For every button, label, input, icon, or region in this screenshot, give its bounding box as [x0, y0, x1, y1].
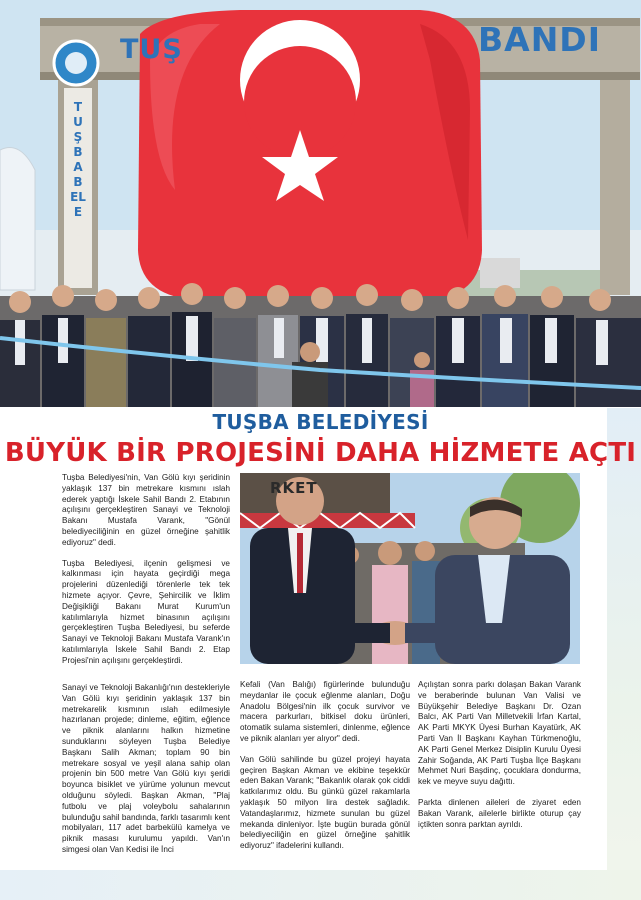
- article-paragraph: Tuşba Belediyesi'nin, Van Gölü kıyı şeridinin yaklaşık 137 bin metrekare kısmını ıslah ederek yaptığı İskele Sahil Bandı 2. Etabının açılışını gerçekleştiren Sanayi ve Teknoloji Bakanı Mustafa Varank, "Gönül belediyeciliğinin en güzel örneğine şahitlik ediyoruz" dedi.: [62, 473, 230, 547]
- pillar-sign: TUŞBA BELE: [70, 100, 86, 219]
- article-column-2: [240, 680, 410, 862]
- decorative-side-strip: [607, 408, 641, 900]
- arch-sign-left: TUŞ: [120, 34, 183, 65]
- article-paragraph: Açılıştan sonra parkı dolaşan Bakan Varank ve beraberinde bulunan Van Valisi ve Büyükşehir Belediye Başkanı Dr. Ozan Balcı, AK Parti Van Milletvekili İrfan Kartal, AK Parti MKYK Üyesi Burhan Kayatürk, AK Parti Van İl Başkanı Kayhan Türkmenoğlu, AK Parti Genel Merkez Disiplin Kurulu Üyesi Zahir Soğanda, AK Parti Tuşba İlçe Başkanı Mehmet Nuri Başdinç, çocuklara dondurma, kek ve meyve suyu dağıttı.: [418, 680, 581, 787]
- hero-photo: [0, 0, 641, 407]
- article-paragraph: Parkta dinlenen aileleri de ziyaret eden Bakan Varank, ailelerle birlikte oturup çay içtikten sonra parktan ayrıldı.: [418, 797, 581, 829]
- handshake-photo: [240, 473, 580, 664]
- decorative-bottom-strip: [0, 870, 641, 900]
- hero-photo-scene: [0, 0, 641, 407]
- article-column-3: [418, 680, 581, 840]
- article-paragraph: Van Gölü sahilinde bu güzel projeyi hayata geçiren Başkan Akman ve ekibine teşekkür eden Bakan Varank; "Bakanlık olarak çok ciddi katkılarımız oldu. Bu günkü güzel rakamlarla yaklaşık 50 milyon lira destek sağladık. Vatandaşlarımız, hizmete sunulan bu güzel mekanda dinleniyor. İşte bugün burada gönül belediyeciliğin en güzel örneğine şahitlik ediyoruz" ifadelerini kullandı.: [240, 754, 410, 851]
- article-headline: BÜYÜK BİR PROJESİNİ DAHA HİZMETE AÇTI: [4, 438, 637, 468]
- article-paragraph: Sanayi ve Teknoloji Bakanlığı'nın destekleriyle Van Gölü kıyı şeridinin yaklaşık 137 bin metrekarelik kısmının ıslah edilmesiyle hazırlanan projede; dinleme, eğitim, eğlence ve piknik alanlarını halkın hizmetine sunduklarını söyleyen Tuşba Belediye Başkanı Salih Akman; toplam 90 bin metrekare sosyal ve yeşil alana sahip olan projenin bin 500 metre Van Gölü kıyı şeridi boyunca bisiklet ve yürüme yolunun mevcut olduğunu söyledi. Başkan Akman, "Plaj futbolu ve plaj voleybolu sahalarının bulunduğu sahil bandında, farklı tasarımlı kent mobilyaları, 117 adet barbekülü kamelya ve piknik masası kurulumu yapıldı. Van'ın simgesi olan Van Kedisi ile İnci: [62, 683, 230, 854]
- article-paragraph: Kefali (Van Balığı) figürlerinde bulunduğu meydanlar ile çocuk eğlenme alanları, Doğu Anadolu Bölgesi'nin ilk çocuk survivor ve macera parkurları, bitkisel doku ürünleri, otomatik sulama sistemleri, dinlenme, eğlence ve piknik alanları yer alıyor" dedi.: [240, 680, 410, 743]
- arch-sign-right: BANDI: [478, 20, 601, 59]
- article-paragraph: Tuşba Belediyesi, ilçenin gelişmesi ve kalkınması için hayata geçirdiği mega projelerini düzenlediği törenlerle tek tek hizmete açıyor. Çevre, Şehircilik ve İklim Değişikliği Bakanı Murat Kurum'un katılımlarıyla hizmet binasının açılışını gerçekleştiren Tuşba Belediyesi, bu seferde Sanayi ve Teknoloji Bakanı Mustafa Varank'ın katılımlarıyla İskele Sahil Bandı 2. Etap Projesi'nin açılışını gerçekleştirdi.: [62, 558, 230, 665]
- article-column-1: [62, 473, 230, 677]
- municipality-logo-icon: [54, 41, 98, 85]
- article-kicker: TUŞBA BELEDİYESİ: [212, 410, 429, 434]
- shop-sign: RKET: [270, 479, 318, 497]
- handshake-photo-scene: [240, 473, 580, 664]
- article-column-1-bottom: [62, 683, 230, 866]
